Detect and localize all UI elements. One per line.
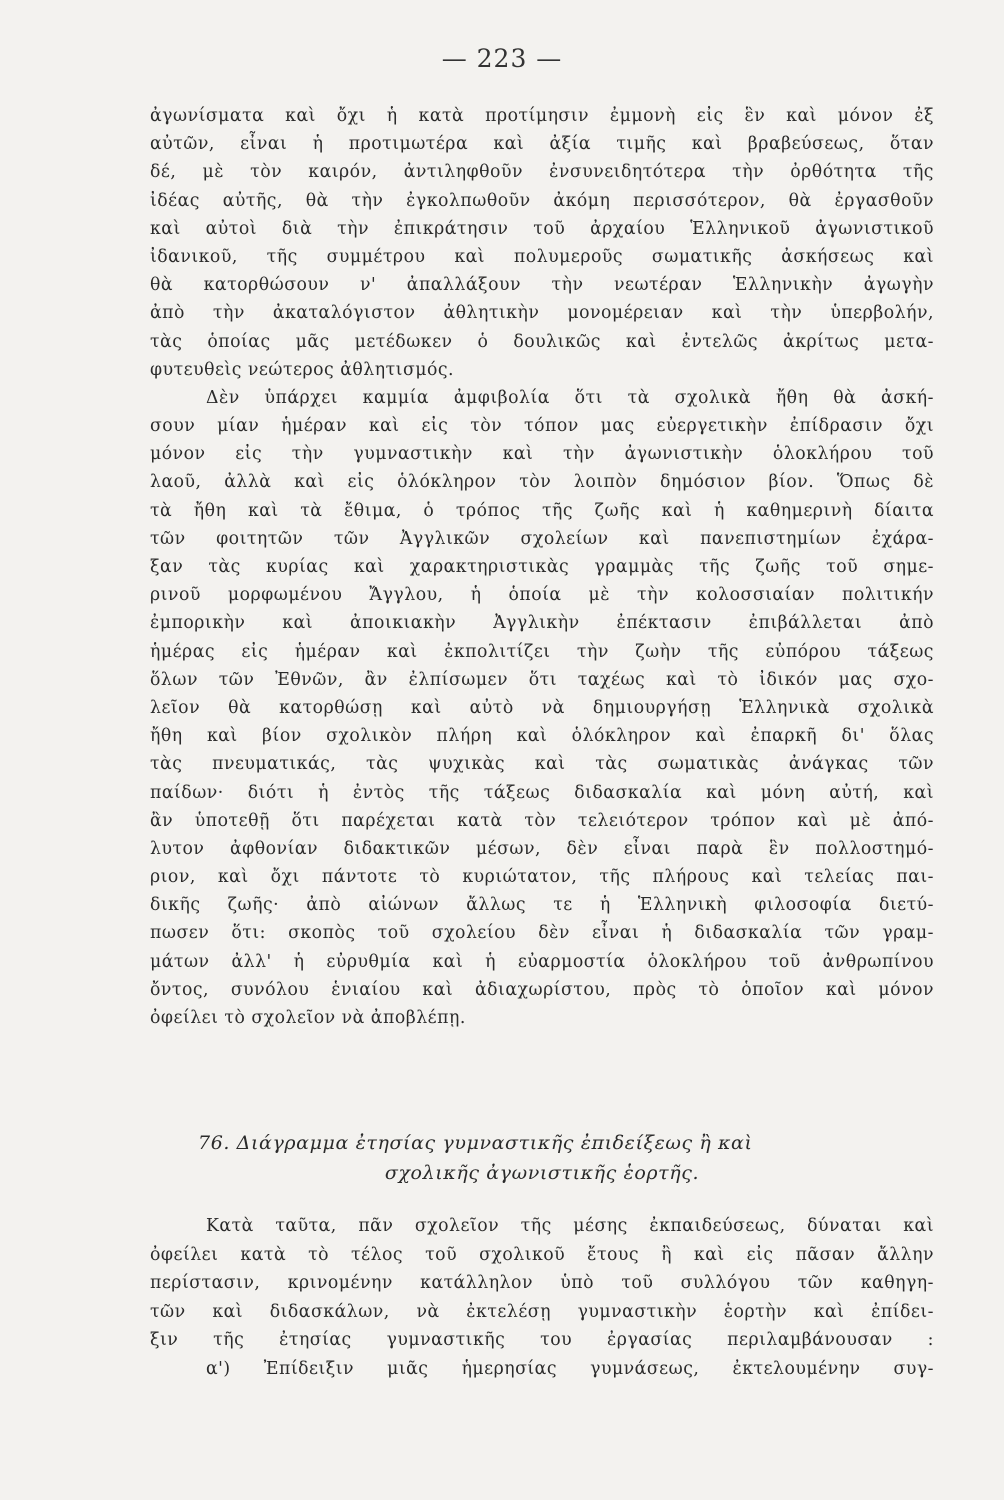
text-line: λεῖον θὰ κατορθώσῃ καὶ αὐτὸ νὰ δημιουργήσῃ Ἑλληνικὰ σχολικὰ [150, 697, 934, 718]
section-heading-line-2: σχολικῆς ἀγωνιστικῆς ἑορτῆς. [384, 1162, 700, 1184]
text-line: φυτευθεὶς νεώτερος ἀθλητισμός. [150, 359, 455, 380]
text-line: ἤθη καὶ βίον σχολικὸν πλήρη καὶ ὁλόκληρον καὶ ἐπαρκῆ δι' ὅλας [150, 726, 934, 747]
text-line: παίδων· διότι ἡ ἐντὸς τῆς τάξεως διδασκαλία καὶ μόνη αὐτή, καὶ [150, 782, 934, 803]
paragraph-start-line: Δὲν ὑπάρχει καμμία ἀμφιβολία ὅτι τὰ σχολικὰ ἤθη θὰ ἀσκή- [206, 387, 934, 408]
text-line: ξιν τῆς ἐτησίας γυμναστικῆς του ἐργασίας περιλαμβάνουσαν : [150, 1330, 934, 1350]
text-line: λαοῦ, ἀλλὰ καὶ εἰς ὁλόκληρον τὸν λοιπὸν δημόσιον βίον. Ὅπως δὲ [150, 472, 934, 493]
text-line: ριον, καὶ ὄχι πάντοτε τὸ κυριώτατον, τῆς πλήρους καὶ τελείας παι- [150, 867, 934, 888]
text-line: αὐτῶν, εἶναι ἡ προτιμωτέρα καὶ ἀξία τιμῆς καὶ βραβεύσεως, ὅταν [150, 134, 934, 155]
text-line: μάτων ἀλλ' ἡ εὐρυθμία καὶ ἡ εὐαρμοστία ὁλοκλήρου τοῦ ἀνθρωπίνου [150, 951, 934, 972]
text-line: ἡμέρας εἰς ἡμέραν καὶ ἐκπολιτίζει τὴν ζωὴν τῆς εὐπόρου τάξεως [150, 641, 934, 662]
paragraph-start-line: Κατὰ ταῦτα, πᾶν σχολεῖον τῆς μέσης ἐκπαιδεύσεως, δύναται καὶ [206, 1216, 934, 1236]
text-line: καὶ αὐτοὶ διὰ τὴν ἐπικράτησιν τοῦ ἀρχαίου Ἑλληνικοῦ ἀγωνιστικοῦ [150, 218, 934, 239]
text-line: ἀπὸ τὴν ἀκαταλόγιστον ἀθλητικὴν μονομέρειαν καὶ τὴν ὑπερβολήν, [150, 303, 934, 324]
text-line: ἰδανικοῦ, τῆς συμμέτρου καὶ πολυμεροῦς σωματικῆς ἀσκήσεως καὶ [150, 246, 934, 267]
section-heading [150, 1128, 934, 1188]
text-line: μόνον εἰς τὴν γυμναστικὴν καὶ τὴν ἀγωνιστικὴν ὁλοκλήρου τοῦ [150, 444, 934, 465]
text-line: περίστασιν, κρινομένην κατάλληλον ὑπὸ τοῦ συλλόγου τῶν καθηγη- [150, 1273, 934, 1293]
text-line: τὰς πνευματικάς, τὰς ψυχικὰς καὶ τὰς σωματικὰς ἀνάγκας τῶν [150, 754, 934, 775]
text-line: ἂν ὑποτεθῇ ὅτι παρέχεται κατὰ τὸν τελειότερον τρόπον καὶ μὲ ἀπό- [150, 810, 934, 831]
text-line: σουν μίαν ἡμέραν καὶ εἰς τὸν τόπον μας εὐεργετικὴν ἐπίδρασιν ὄχι [150, 416, 934, 437]
text-line: ὀφείλει κατὰ τὸ τέλος τοῦ σχολικοῦ ἔτους ἢ καὶ εἰς πᾶσαν ἄλλην [150, 1244, 934, 1265]
text-line: ὀφείλει τὸ σχολεῖον νὰ ἀποβλέπῃ. [150, 1008, 466, 1028]
body-text-top [150, 102, 934, 1032]
text-line: δέ, μὲ τὸν καιρόν, ἀντιληφθοῦν ἐνσυνειδητότερα τὴν ὀρθότητα τῆς [150, 162, 934, 183]
list-item-line: α') Ἐπίδειξιν μιᾶς ἡμερησίας γυμνάσεως, ἐκτελουμένην συγ- [206, 1358, 934, 1379]
text-line: ἰδέας αὐτῆς, θὰ τὴν ἐγκολπωθοῦν ἀκόμη περισσότερον, θὰ ἐργασθοῦν [150, 190, 934, 211]
text-line: ἐμπορικὴν καὶ ἀποικιακὴν Ἀγγλικὴν ἐπέκτασιν ἐπιβάλλεται ἀπὸ [150, 613, 934, 634]
text-line: δικῆς ζωῆς· ἀπὸ αἰώνων ἄλλως τε ἡ Ἑλληνικὴ φιλοσοφία διετύ- [150, 895, 934, 916]
text-line: λυτον ἀφθονίαν διδακτικῶν μέσων, δὲν εἶναι παρὰ ἓν πολλοστημό- [150, 838, 934, 859]
text-line: τῶν καὶ διδασκάλων, νὰ ἐκτελέσῃ γυμναστικὴν ἑορτὴν καὶ ἐπίδει- [150, 1301, 934, 1322]
text-line: ὅλων τῶν Ἐθνῶν, ἂν ἐλπίσωμεν ὅτι ταχέως καὶ τὸ ἰδικόν μας σχο- [150, 669, 934, 690]
section-heading-line-1: 76. Διάγραμμα ἐτησίας γυμναστικῆς ἐπιδείξεως ἢ καὶ [198, 1132, 753, 1154]
text-line: πωσεν ὅτι: σκοπὸς τοῦ σχολείου δὲν εἶναι ἡ διδασκαλία τῶν γραμ- [150, 923, 934, 944]
text-line: ἀγωνίσματα καὶ ὄχι ἡ κατὰ προτίμησιν ἐμμονὴ εἰς ἓν καὶ μόνον ἐξ [150, 106, 934, 126]
text-line: τὰ ἤθη καὶ τὰ ἔθιμα, ὁ τρόπος τῆς ζωῆς καὶ ἡ καθημερινὴ δίαιτα [150, 500, 934, 521]
text-line: ὄντος, συνόλου ἑνιαίου καὶ ἀδιαχωρίστου, πρὸς τὸ ὁποῖον καὶ μόνον [150, 979, 934, 1000]
text-line: τῶν φοιτητῶν τῶν Ἀγγλικῶν σχολείων καὶ πανεπιστημίων ἐχάρα- [150, 528, 934, 549]
page-number: — 223 — [441, 44, 563, 73]
text-line: ξαν τὰς κυρίας καὶ χαρακτηριστικὰς γραμμὰς τῆς ζωῆς τοῦ σημε- [150, 557, 934, 577]
text-line: τὰς ὁποίας μᾶς μετέδωκεν ὁ δουλικῶς καὶ ἐντελῶς ἀκρίτως μετα- [150, 331, 934, 352]
text-line: θὰ κατορθώσουν ν' ἀπαλλάξουν τὴν νεωτέραν Ἑλληνικὴν ἀγωγὴν [150, 275, 934, 296]
text-line: ρινοῦ μορφωμένου Ἄγγλου, ἡ ὁποία μὲ τὴν κολοσσιαίαν πολιτικήν [150, 585, 934, 606]
body-text-bottom [150, 1212, 934, 1383]
